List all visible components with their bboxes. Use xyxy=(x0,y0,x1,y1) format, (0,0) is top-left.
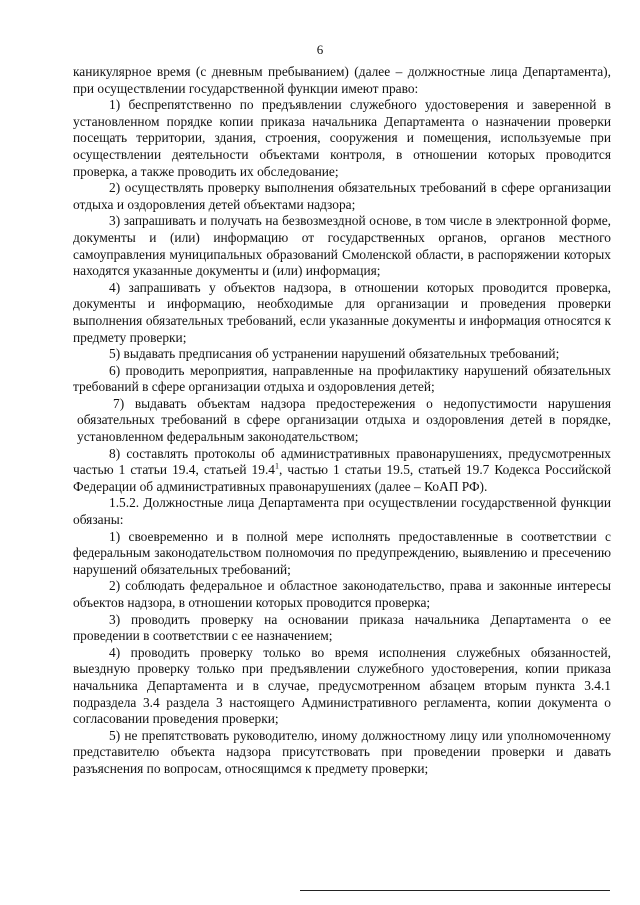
page-number: 6 xyxy=(316,42,324,57)
list-item-3: 3) запрашивать и получать на безвозмездной основе, в том числе в электронной форме, документы и (или) информацию от государственных органов, органов местного самоуправления муниципальных образований Смоленской области, в распоряжении которых находятся указанные документы и (или) информация; xyxy=(73,213,611,279)
duty-item-2: 2) соблюдать федеральное и областное законодательство, права и законные интересы объектов надзора, в отношении которых проводится проверка; xyxy=(73,578,611,610)
duty-item-1: 1) своевременно и в полной мере исполнять предоставленные в соответствии с федеральным законодательством полномочия по предупреждению, выявлению и пресечению нарушений обязательных требований; xyxy=(73,528,611,577)
list-item-6: 6) проводить мероприятия, направленные на профилактику нарушений обязательных требований в сфере организации отдыха и оздоровления детей; xyxy=(73,362,611,395)
duty-item-3: 3) проводить проверку на основании приказа начальника Департамента о ее проведении в соответствии с ее назначением; xyxy=(73,611,611,644)
duty-item-4: 4) проводить проверку только во время исполнения служебных обязанностей, выездную проверку только при предъявлении служебного удостоверения, копии приказа начальника Департамента и в случае, предусмотренном абзацем вторым пункта 3.4.1 подраздела 3.4 раздела 3 настоящего Административного регламента, копии документа о согласовании проведения проверки; xyxy=(73,644,611,727)
list-item-8-text-end: , частью 1 статьи 19.5, статьей 19.7 Кодекса Российской Федерации об административных правонарушениях (далее – КоАП РФ). xyxy=(73,462,611,494)
document-body xyxy=(73,64,611,778)
paragraph-continuation: каникулярное время (с дневным пребыванием) (далее – должностные лица Департамента), при осуществлении государственной функции имеют право: xyxy=(73,64,611,96)
list-item-5: 5) выдавать предписания об устранении нарушений обязательных требований; xyxy=(109,346,560,362)
list-item-8-text-start: 8) составлять протоколы об административных правонарушениях, предусмотренных частью 1 статьи 19.4, статьей 19.4 xyxy=(73,445,611,478)
list-item-8-superscript: 1 xyxy=(275,461,279,471)
list-item-1: 1) беспрепятственно по предъявлении служебного удостоверения и заверенной в установленном порядке копии приказа начальника Департамента о назначении проверки посещать территории, здания, строения, сооружения и помещения, используемые при осуществлении деятельности объектами контроля, в отношении которых проводится проверка, а также проводить их обследование; xyxy=(73,97,611,179)
duty-item-5: 5) не препятствовать руководителю, иному должностному лицу или уполномоченному представителю объекта надзора присутствовать при проведении проверки и давать разъяснения по вопросам, относящимся к предмету проверки; xyxy=(73,727,611,776)
list-item-8 xyxy=(73,446,611,496)
section-1-5-2: 1.5.2. Должностные лица Департамента при осуществлении государственной функции обязаны: xyxy=(73,495,611,528)
list-item-7: 7) выдавать объектам надзора предостережения о недопустимости нарушения обязательных требований в сфере организации отдыха и оздоровления детей в порядке, установленном федеральным законодательством; xyxy=(77,395,611,445)
footer-divider xyxy=(300,890,610,891)
list-item-2: 2) осуществлять проверку выполнения обязательных требований в сфере организации отдыха и оздоровления детей объектами надзора; xyxy=(73,180,611,212)
list-item-4: 4) запрашивать у объектов надзора, в отношении которых проводится проверка, документы и информацию, необходимые для организации и проведения проверки выполнения обязательных требований, если указанные документы и информация относятся к предмету проверки; xyxy=(73,279,611,345)
